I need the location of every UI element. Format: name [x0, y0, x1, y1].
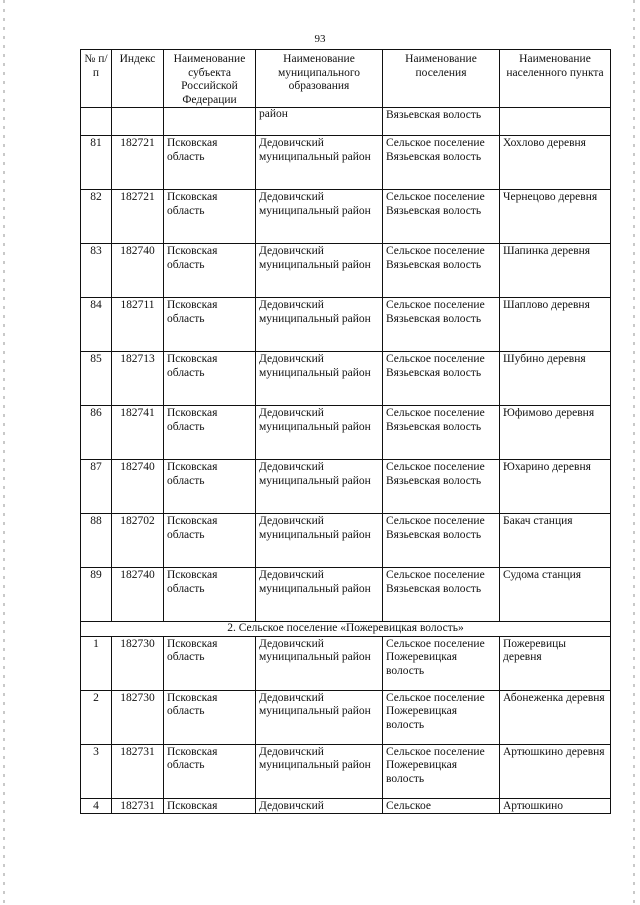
cell-subject: Псковская: [164, 798, 256, 814]
cell-municipality: Дедовичский муниципальный район: [256, 460, 383, 514]
cell-subject: Псковская область: [164, 244, 256, 298]
cell-number: 85: [81, 352, 112, 406]
cell-subject: Псковская область: [164, 136, 256, 190]
cell-number: 86: [81, 406, 112, 460]
right-scan-edge: [633, 0, 635, 905]
cell-subject: Псковская область: [164, 406, 256, 460]
cell-settlement: Сельское поселение Вязьевская волость: [383, 190, 500, 244]
table-row: [81, 244, 611, 298]
cell-index: 182740: [112, 460, 164, 514]
cell-settlement: Сельское поселение Вязьевская волость: [383, 136, 500, 190]
cell-index: 182702: [112, 514, 164, 568]
cell-locality: Абонеженка деревня: [500, 690, 611, 744]
table-row: [81, 406, 611, 460]
cell-locality: Артюшкино деревня: [500, 744, 611, 798]
cell-settlement: Сельское поселение Вязьевская волость: [383, 568, 500, 622]
cell-index: 182730: [112, 690, 164, 744]
cell-locality: Юфимово деревня: [500, 406, 611, 460]
cell-number: 84: [81, 298, 112, 352]
table-row: [81, 568, 611, 622]
cell-municipality: Дедовичский муниципальный район: [256, 636, 383, 690]
col-header-settlement: Наименование поселения: [383, 50, 500, 108]
cell-number: 81: [81, 136, 112, 190]
table-row: [81, 190, 611, 244]
cell-number: 2: [81, 690, 112, 744]
cell-index: 182711: [112, 298, 164, 352]
cell-locality: Шапинка деревня: [500, 244, 611, 298]
cell-settlement: Сельское поселение Вязьевская волость: [383, 406, 500, 460]
cell-locality: Пожеревицы деревня: [500, 636, 611, 690]
cell-municipality: Дедовичский: [256, 798, 383, 814]
page-number: 93: [314, 33, 326, 45]
cell-number: 88: [81, 514, 112, 568]
cell-municipality: Дедовичский муниципальный район: [256, 244, 383, 298]
cell-index: 182713: [112, 352, 164, 406]
cell-settlement: Сельское поселение Вязьевская волость: [383, 460, 500, 514]
cell-locality: Артюшкино: [500, 798, 611, 814]
cell-subject: Псковская область: [164, 744, 256, 798]
left-scan-edge: [3, 0, 5, 905]
cell-subject: Псковская область: [164, 636, 256, 690]
cell-subject: Псковская область: [164, 190, 256, 244]
cell-number: 3: [81, 744, 112, 798]
cell-number: 4: [81, 798, 112, 814]
cell-subject: Псковская область: [164, 568, 256, 622]
cell-subject: Псковская область: [164, 352, 256, 406]
cell-index: 182740: [112, 568, 164, 622]
cell-locality: Судома станция: [500, 568, 611, 622]
cell-number: [81, 108, 112, 136]
table-row: [81, 460, 611, 514]
col-header-subject: Наименование субъекта Российской Федерации: [164, 50, 256, 108]
col-header-municipality: Наименование муниципального образования: [256, 50, 383, 108]
cell-subject: Псковская область: [164, 514, 256, 568]
cell-locality: Юхарино деревня: [500, 460, 611, 514]
table-row: [81, 136, 611, 190]
table-row: [81, 298, 611, 352]
cell-number: 82: [81, 190, 112, 244]
table-row: [81, 690, 611, 744]
cell-municipality: Дедовичский муниципальный район: [256, 136, 383, 190]
cell-index: [112, 108, 164, 136]
table-row-continuation: [81, 108, 611, 136]
table-row-partial: [81, 798, 611, 814]
cell-number: 89: [81, 568, 112, 622]
cell-number: 83: [81, 244, 112, 298]
cell-locality: Шубино деревня: [500, 352, 611, 406]
cell-subject: [164, 108, 256, 136]
cell-municipality: Дедовичский муниципальный район: [256, 514, 383, 568]
cell-subject: Псковская область: [164, 690, 256, 744]
cell-index: 182731: [112, 744, 164, 798]
table-row: [81, 514, 611, 568]
cell-municipality: Дедовичский муниципальный район: [256, 568, 383, 622]
section-heading-row: [81, 622, 611, 637]
cell-municipality: Дедовичский муниципальный район: [256, 690, 383, 744]
cell-settlement: Сельское: [383, 798, 500, 814]
col-header-index: Индекс: [112, 50, 164, 108]
cell-municipality: Дедовичский муниципальный район: [256, 298, 383, 352]
table-row: [81, 636, 611, 690]
cell-settlement: Сельское поселение Пожеревицкая волость: [383, 690, 500, 744]
cell-locality: Чернецово деревня: [500, 190, 611, 244]
cell-locality: Хохлово деревня: [500, 136, 611, 190]
cell-locality: Бакач станция: [500, 514, 611, 568]
cell-settlement: Сельское поселение Вязьевская волость: [383, 244, 500, 298]
cell-settlement: Вязьевская волость: [383, 108, 500, 136]
cell-subject: Псковская область: [164, 460, 256, 514]
cell-settlement: Сельское поселение Пожеревицкая волость: [383, 636, 500, 690]
cell-index: 182731: [112, 798, 164, 814]
cell-municipality: Дедовичский муниципальный район: [256, 744, 383, 798]
section-heading: 2. Сельское поселение «Пожеревицкая волость»: [81, 622, 611, 637]
table-row: [81, 744, 611, 798]
table-header-row: [81, 50, 611, 108]
cell-municipality: Дедовичский муниципальный район: [256, 190, 383, 244]
cell-number: 1: [81, 636, 112, 690]
table-row: [81, 352, 611, 406]
cell-number: 87: [81, 460, 112, 514]
cell-index: 182741: [112, 406, 164, 460]
cell-settlement: Сельское поселение Вязьевская волость: [383, 514, 500, 568]
cell-locality: Шаплово деревня: [500, 298, 611, 352]
cell-index: 182740: [112, 244, 164, 298]
cell-locality: [500, 108, 611, 136]
cell-settlement: Сельское поселение Вязьевская волость: [383, 298, 500, 352]
cell-municipality: район: [256, 108, 383, 136]
col-header-locality: Наименование населенного пункта: [500, 50, 611, 108]
cell-subject: Псковская область: [164, 298, 256, 352]
col-header-number: № п/п: [81, 50, 112, 108]
cell-index: 182721: [112, 136, 164, 190]
cell-index: 182730: [112, 636, 164, 690]
cell-municipality: Дедовичский муниципальный район: [256, 352, 383, 406]
cell-settlement: Сельское поселение Пожеревицкая волость: [383, 744, 500, 798]
cell-municipality: Дедовичский муниципальный район: [256, 406, 383, 460]
settlements-table: [80, 49, 611, 814]
cell-settlement: Сельское поселение Вязьевская волость: [383, 352, 500, 406]
cell-index: 182721: [112, 190, 164, 244]
